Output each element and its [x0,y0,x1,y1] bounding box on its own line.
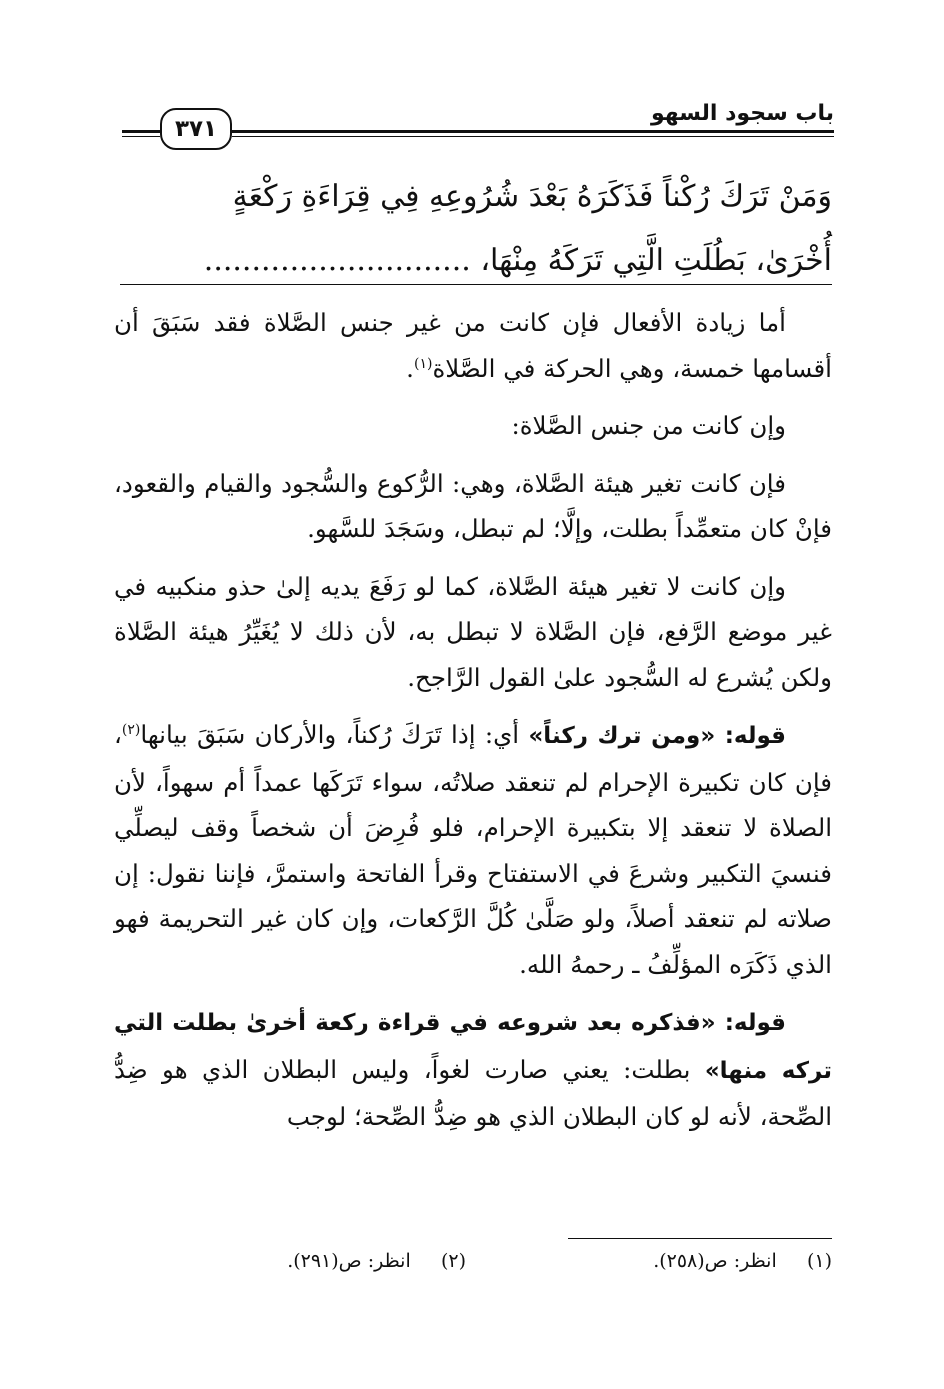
matn-dots: ............................ [203,243,471,278]
footnote-2-text: انظر: ص(٢٩١). [287,1250,411,1272]
paragraph-1 [114,300,832,391]
paragraph-3-text: فإن كانت تغير هيئة الصَّلاة، وهي: الرُّكوع والسُّجود والقيام والقعود، فإنْ كان متعمِّداً بطلت، وإلَّا؛ لم تبطل، وسَجَدَ للسَّهو. [114,468,832,543]
commentary-body [114,300,832,1152]
footnote-1-number: (١) [806,1250,832,1272]
header-rule-left-thick [122,130,160,133]
paragraph-5-label: قوله: «ومن ترك ركناً» [528,723,786,749]
paragraph-1-text: أما زيادة الأفعال فإن كانت من غير جنس الصَّلاة فقد سَبَقَ أن أقسامها خمسة، وهي الحركة في الصَّلاة [114,308,832,383]
paragraph-6-text: بطلت: يعني صارت لغواً، وليس البطلان الذي هو ضِدُّ الصِّحة، لأنه لو كان البطلان الذي هو ضِدُّ الصِّحة؛ لوجب [114,1054,832,1131]
footnote-ref-2: (٢) [121,721,141,738]
matn-separator [120,284,832,285]
paragraph-2 [114,403,832,449]
paragraph-5-text-b: ، فإن كان تكبيرة الإحرام لم تنعقد صلاتُه، سواء تَرَكَها عمداً أم سهواً، لأن الصلاة لا تنعقد إلا بتكبيرة الإحرام، فلو فُرِضَ أن شخصاً وقف ليصلِّي فنسيَ التكبير وشرعَ في الاستفتاح وقرأ الفاتحة واستمرَّ، فإننا نقول: إن صلاته لم تنعقد أصلاً، ولو صَلَّىٰ كُلَّ الرَّكعات، وإن كان غير التحريمة فهو الذي ذَكَرَه المؤلِّفُ ـ رحمهُ الله. [114,720,832,979]
paragraph-6 [114,999,832,1140]
paragraph-5-text-a: أي: إذا تَرَكَ رُكناً، والأركان سَبَقَ بيانها [140,720,529,749]
footnote-1 [653,1248,832,1274]
matn-text [122,165,832,293]
matn-line-1: وَمَنْ تَرَكَ رُكْناً فَذَكَرَهُ بَعْدَ شُرُوعِهِ فِي قِرَاءَةِ رَكْعَةٍ [232,179,832,214]
paragraph-4 [114,564,832,701]
header-rule-left-thin [122,136,160,137]
header-rule-right-thin [232,136,834,137]
matn-line-2-text: أُخْرَىٰ، بَطُلَتِ الَّتِي تَرَكَهُ مِنْهَا، [470,243,832,278]
page-number: ٣٧١ [160,108,232,150]
chapter-title: باب سجود السهو [650,101,834,126]
paragraph-6-label: قوله: «فذكره بعد شروعه في قراءة ركعة أخرىٰ بطلت التي تركه منها» [114,1010,832,1084]
footnote-separator [568,1238,832,1239]
paragraph-1-end: . [406,353,414,383]
paragraph-3 [114,461,832,552]
footnote-2-number: (٢) [440,1250,466,1272]
header-rule-right-thick [232,130,834,133]
footnote-1-text: انظر: ص(٢٥٨). [653,1250,777,1272]
footnote-2 [287,1248,466,1274]
paragraph-2-text: وإن كانت من جنس الصَّلاة: [511,411,786,440]
footnote-ref-1: (١) [413,355,433,372]
paragraph-5 [114,712,832,987]
paragraph-4-text: وإن كانت لا تغير هيئة الصَّلاة، كما لو رَفَعَ يديه إلىٰ حذو منكبيه في غير موضع الرَّفع، فإن الصَّلاة لا تبطل به، لأن ذلك لا يُغَيِّرُ هيئة الصَّلاة ولكن يُشرع له السُّجود علىٰ القول الرَّاجح. [114,571,832,692]
